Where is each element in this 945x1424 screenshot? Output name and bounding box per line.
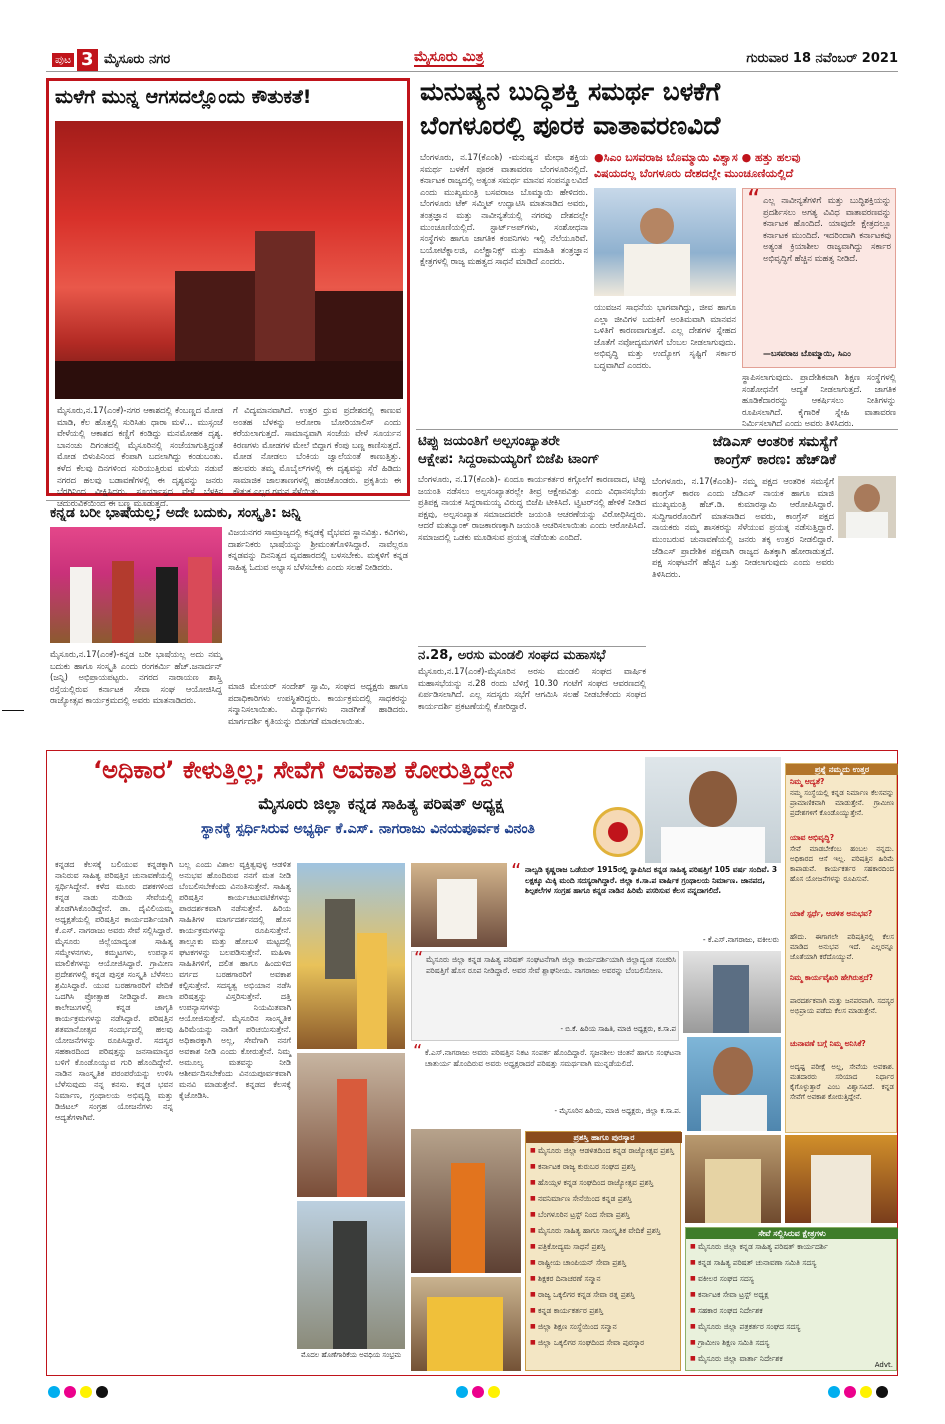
award-item-text: ಮೈಸೂರು ಜಿಲ್ಲಾ ಆಡಳಿತದಿಂದ ಕನ್ನಡ ರಾಜ್ಯೋತ್ಸವ ಪ್ರಶಸ್ತಿ [538,1146,675,1155]
cm-headline-line2: ಬೆಂಗಳೂರಲ್ಲಿ ಪೂರಕ ವಾತಾವರಣವಿದೆ [420,111,721,140]
endorsement-1 [411,948,679,1041]
cm-headline-line1: ಮನುಷ್ಯನ ಬುದ್ಧಿಶಕ್ತಿ ಸಮರ್ಥ ಬಳಕೆಗೆ [420,77,721,106]
position-item [690,1274,896,1284]
jds-story [652,434,898,746]
bullet-icon: ■ [690,1339,696,1346]
award-item [530,1290,680,1300]
sky-headline: ಮಳೆಗೆ ಮುನ್ನ ಆಗಸದಲ್ಲೊಂದು ಕೌತುಕತೆ! [55,86,312,108]
positions-title: ಸೇವೆ ಸಲ್ಲಿಸಿರುವ ಕ್ಷೇತ್ರಗಳು [686,1228,898,1239]
position-item [690,1354,896,1364]
qa-title: ಪ್ರಶ್ನೆ ನಮ್ಮದು ಉತ್ತರ [786,764,898,775]
cm-subhead-2: ವಿಷಯದಲ್ಲ ಬೆಂಗಳೂರು ದೇಶದಲ್ಲೇ ಮುಂಚೂಣಿಯಲ್ಲಿದೆ [594,167,794,180]
award-item [530,1210,680,1220]
qa-q1: ನಿಮ್ಮ ಆದ್ಯತೆ? [790,777,825,786]
reg-magenta [64,1386,76,1398]
qa-q2: ಯಾವ ಅಭಿವೃದ್ಧಿ? [790,833,835,842]
position-item [690,1306,896,1316]
qa-q4: ನಿಮ್ಮ ಕಾರ್ಯವೈಖರಿ ಹೇಗಿರುತ್ತದೆ? [790,973,874,982]
award-item [530,1162,680,1172]
qa-a5: ಅದೃಷ್ಟ ಪರೀಕ್ಷೆ ಅಲ್ಲ, ಸೇವೆಯ ಅವಕಾಶ. ಮತದಾರರು ಸರಿಯಾದ ನಿರ್ಧಾರ ಕೈಗೊಳ್ಳುತ್ತಾರೆ ಎಂಬ ವಿಶ್ವಾಸವಿದೆ. ಕನ್ನಡ ಸೇವೆಗೆ ಅವಕಾಶ ಕೋರುತ್ತಿದ್ದೇನೆ. [790,1063,894,1101]
quote-mark-icon: “ [413,1041,423,1062]
sky-body-col1: ಮೈಸೂರು,ನ.17(ಎಂಕೆ)-ನಗರ ಆಕಾಶದಲ್ಲಿ ಕೆಂಬಣ್ಣದ ಮೋಡ ಮಾಡಿ, ಕೆಲ ಹೊತ್ತಲ್ಲಿ ಸುರಿಸಿತು ಧಾರಾ ಮಳೆ... ಮುಸ್ಸಂಜೆ ವೇಳೆಯಲ್ಲಿ ಆಕಾಶದ ಕಣ್ಣಿಗೆ ಕಂಡಿದ್ದು ಮನಮೋಹಕ ದೃಶ್ಯ. ಬಾನಂಚು ದಿಗಂತದಲ್ಲಿ ಮೈಸೂರಿನಲ್ಲಿ ಸಂಜೆಯಾಗುತ್ತಿದ್ದಂತೆ ಮೋಡ ಬಿಳುಪಿನಿಂದ ಕೆಂಪಾಗಿ ಬದಲಾಗಿದ್ದು ಕಂಡುಬಂತು. ಕಳೆದ ಕೆಲವು ದಿನಗಳಿಂದ ಸುರಿಯುತ್ತಿರುವ ಮಳೆಯ ನಡುವೆ ನಗರದ ಹಲವು ಬಡಾವಣೆಗಳಲ್ಲಿ ಈ ದೃಶ್ಯವನ್ನು ಜನರು ಬೆರಗಿನಿಂದ ವೀಕ್ಷಿಸಿದರು. ಸೂರ್ಯಾಸ್ತದ ವೇಳೆ ಬೆಳಕಿನ ಚದುರುವಿಕೆಯಿಂದ ಈ ಬಣ್ಣ ಮೂಡುತ್ತದೆ. [57,405,223,508]
candidate-portrait [645,757,781,867]
position-item-text: ಸಹಕಾರ ಸಂಘದ ನಿರ್ದೇಶಕ [698,1306,763,1315]
cm-body-mid: ಯುವಜನ ಸಾಧನೆಯ ಭಾಗವಾಗಿದ್ದು, ಜೀವ ಹಾಗೂ ಎಲ್ಲಾ ಜೀವಿಗಳ ಬದುಕಿಗೆ ಅಂತಿಮವಾಗಿ ಮಾನವನ ಒಳಿತಿಗೆ ಕಾರಣವಾಗುತ್ತವೆ. ಎಲ್ಲ ದೇಶಗಳ ಸ್ನೇಹದ ಜೊತೆಗೆ ನವೋದ್ಯಮಗಳಿಗೆ ಬೆಂಬಲ ನೀಡಲಾಗುವುದು. ಅಭಿವೃದ್ಧಿ ಮತ್ತು ಉದ್ಯೋಗ ಸೃಷ್ಟಿಗೆ ಸರ್ಕಾರ ಬದ್ಧವಾಗಿದೆ ಎಂದರು. [594,302,736,370]
reg-yellow [80,1386,92,1398]
bullet-icon: ■ [530,1275,536,1282]
cm-body-right: ಸ್ಥಾಪಿಸಲಾಗುವುದು. ಪ್ರಾದೇಶಿಕವಾಗಿ ಶಿಕ್ಷಣ ಸಂಸ್ಥೆಗಳಲ್ಲಿ ಸಂಶೋಧನೆಗೆ ಆದ್ಯತೆ ನೀಡಲಾಗುತ್ತದೆ. ಜಾಗತಿಕ ಹೂಡಿಕೆದಾರರನ್ನು ಆಕರ್ಷಿಸಲು ನೀತಿಗಳನ್ನು ರೂಪಿಸಲಾಗಿದೆ. ಕೈಗಾರಿಕೆ ಸ್ನೇಹಿ ವಾತಾವರಣ ನಿರ್ಮಿಸಲಾಗಿದೆ ಎಂದು ಅವರು ತಿಳಿಸಿದರು. [742,372,896,429]
ad-body-col2: ಬಲ್ಲ ಎಂದು ವಿಶಾಲ ವ್ಯಕ್ತಿತ್ವವುಳ್ಳ ಆಡಳಿತ ಅನುಭವ ಹೊಂದಿರುವ ನನಗೆ ಮತ ನೀಡಿ ಬೆಂಬಲಿಸಬೇಕೆಂದು ವಿನಂತಿಸುತ್ತೇನೆ. ಸಾಹಿತ್ಯ ಪರಿಷತ್ತಿನ ಕಾರ್ಯಚಟುವಟಿಕೆಗಳನ್ನು ಪಾರದರ್ಶಕವಾಗಿ ನಡೆಸುತ್ತೇನೆ. ಹಿರಿಯ ಸಾಹಿತಿಗಳ ಮಾರ್ಗದರ್ಶನದಲ್ಲಿ ಹೊಸ ಕಾರ್ಯಕ್ರಮಗಳನ್ನು ರೂಪಿಸುತ್ತೇನೆ. ತಾಲ್ಲೂಕು ಮತ್ತು ಹೋಬಳಿ ಮಟ್ಟದಲ್ಲಿ ಘಟಕಗಳನ್ನು ಬಲಪಡಿಸುತ್ತೇನೆ. ಮಹಿಳಾ ಸಾಹಿತಿಗಳಿಗೆ, ದಲಿತ ಹಾಗೂ ಹಿಂದುಳಿದ ವರ್ಗದ ಬರಹಗಾರರಿಗೆ ಅವಕಾಶ ಕಲ್ಪಿಸುತ್ತೇನೆ. ಸದಸ್ಯತ್ವ ಅಭಿಯಾನ ನಡೆಸಿ ಪರಿಷತ್ತನ್ನು ವಿಸ್ತರಿಸುತ್ತೇನೆ. ದತ್ತಿ ಉಪನ್ಯಾಸಗಳನ್ನು ನಿಯಮಿತವಾಗಿ ಆಯೋಜಿಸುತ್ತೇನೆ. ಮೈಸೂರಿನ ಸಾಂಸ್ಕೃತಿಕ ಹಿರಿಮೆಯನ್ನು ನಾಡಿಗೆ ಪರಿಚಯಿಸುತ್ತೇನೆ. ಅಧಿಕಾರಕ್ಕಾಗಿ ಅಲ್ಲ, ಸೇವೆಗಾಗಿ ನನಗೆ ಅವಕಾಶ ನೀಡಿ ಎಂದು ಕೋರುತ್ತೇನೆ. ನಿಮ್ಮ ಅಮೂಲ್ಯ ಮತವನ್ನು ನೀಡಿ ಆಶೀರ್ವದಿಸಬೇಕೆಂದು ವಿನಯಪೂರ್ವಕವಾಗಿ ಮನವಿ ಮಾಡುತ್ತೇನೆ. ಕನ್ನಡದ ಕೆಲಸಕ್ಕೆ ಕೈಜೋಡಿಸಿ. [179,860,291,1100]
hdk-photo [838,476,896,538]
award-item-text: ನವನಿರ್ಮಾಣ ಸೇನೆಯಿಂದ ಕನ್ನಡ ಪ್ರಶಸ್ತಿ [538,1194,632,1203]
award-item-text: ರಾಜ್ಯ ಒಕ್ಕಲಿಗರ ಕನ್ನಡ ಸೇವಾ ರತ್ನ ಪ್ರಶಸ್ತಿ [538,1290,635,1299]
award-item [530,1242,680,1252]
statue-ambedkar-photo [297,1201,405,1349]
kannada-body-3: ಮಾಜಿ ಮೇಯರ್ ಸಂದೇಶ್ ಸ್ವಾಮಿ, ಸಂಘದ ಅಧ್ಯಕ್ಷರು ಹಾಗೂ ಪದಾಧಿಕಾರಿಗಳು ಉಪಸ್ಥಿತರಿದ್ದರು. ಕಾರ್ಯಕ್ರಮದಲ್ಲಿ ಸಾಧಕರನ್ನು ಸನ್ಮಾನಿಸಲಾಯಿತು. ವಿದ್ಯಾರ್ಥಿಗಳು ನಾಡಗೀತೆ ಹಾಡಿದರು. ಮಾರ್ಗದರ್ಶಿ ಕೃತಿಯನ್ನು ಬಿಡುಗಡೆ ಮಾಡಲಾಯಿತು. [228,681,408,726]
position-item [690,1290,896,1300]
kannada-headline: ಕನ್ನಡ ಬರೀ ಭಾಷೆಯಲ್ಲ; ಅದೇ ಬದುಕು, ಸಂಸ್ಕೃತಿ: ಜನ್ನಿ [50,505,301,521]
jds-body: ಬೆಂಗಳೂರು, ನ.17(ಕೆಎಂಶಿ)- ನಮ್ಮ ಪಕ್ಷದ ಆಂತರಿಕ ಸಮಸ್ಯೆಗೆ ಕಾಂಗ್ರೆಸ್ ಕಾರಣ ಎಂದು ಜೆಡಿಎಸ್ ನಾಯಕ ಹಾಗೂ ಮಾಜಿ ಮುಖ್ಯಮಂತ್ರಿ ಹೆಚ್.ಡಿ. ಕುಮಾರಸ್ವಾಮಿ ಆರೋಪಿಸಿದ್ದಾರೆ. ಸುದ್ದಿಗಾರರೊಂದಿಗೆ ಮಾತನಾಡಿದ ಅವರು, ಕಾಂಗ್ರೆಸ್ ಪಕ್ಷದ ನಾಯಕರು ನಮ್ಮ ಶಾಸಕರನ್ನು ಸೆಳೆಯುವ ಪ್ರಯತ್ನ ನಡೆಸುತ್ತಿದ್ದಾರೆ. ಮುಂಬರುವ ಚುನಾವಣೆಯಲ್ಲಿ ಜನರು ತಕ್ಕ ಉತ್ತರ ನೀಡಲಿದ್ದಾರೆ. ಜೆಡಿಎಸ್ ಪ್ರಾದೇಶಿಕ ಪಕ್ಷವಾಗಿ ರಾಜ್ಯದ ಹಿತಕ್ಕಾಗಿ ಹೋರಾಡುತ್ತದೆ. ಪಕ್ಷ ಸಂಘಟನೆಗೆ ಹೆಚ್ಚಿನ ಒತ್ತು ನೀಡಲಾಗುವುದು ಎಂದು ಅವರು ತಿಳಿಸಿದರು. [652,476,834,579]
tippu-headline-2: ಆಕ್ಷೇಪ: ಸಿದ್ದರಾಮಯ್ಯರಿಗೆ ಬಿಜೆಪಿ ಟಾಂಗ್ [418,451,600,467]
position-item-text: ಮೈಸೂರು ಜಿಲ್ಲಾ ಕನ್ನಡ ಸಾಹಿತ್ಯ ಪರಿಷತ್ ಕಾರ್ಯದರ್ಶಿ [698,1242,828,1251]
tippu-story [416,434,646,746]
bullet-icon: ■ [690,1259,696,1266]
issue-date: ಗುರುವಾರ 18 ನವೆಂಬರ್ 2021 [746,51,898,66]
cm-quote-author: —ಬಸವರಾಜ ಬೊಮ್ಮಾಯಿ, ಸಿಎಂ [763,349,851,358]
position-item-text: ವಕೀಲರ ಸಂಘದ ಸದಸ್ಯ [698,1274,754,1283]
bullet-icon: ■ [530,1147,536,1154]
award-item [530,1226,680,1236]
position-item-text: ಮೈಸೂರು ಜಿಲ್ಲಾ ಪತ್ರಕರ್ತರ ಸಂಘದ ಸದಸ್ಯ [698,1322,801,1331]
kannada-story [46,500,410,746]
section-name: ಮೈಸೂರು ನಗರ [104,52,171,67]
photo-caption: ಮೊದಲ ಹೊಣೆಗಾರಿಕೆಯ ಅವಧಿಯ ಸಂಭ್ರಮ [300,1351,401,1359]
endorsement-2-text: ಕೆ.ಎಸ್.ನಾಗರಾಜು ಅವರು ಪರಿಷತ್ತಿನ ನಿಕಟ ಸಂಪರ್ಕ ಹೊಂದಿದ್ದಾರೆ. ಸೃಜನಶೀಲ ಚಿಂತನೆ ಹಾಗೂ ಸಂಘಟನಾ ಚಾತುರ್ಯ ಹೊಂದಿರುವ ಅವರು ಅಧ್ಯಕ್ಷರಾದರೆ ಪರಿಷತ್ತು ಸಮರ್ಥವಾಗಿ ಮುನ್ನಡೆಯಲಿದೆ. [425,1048,681,1068]
jds-headline-1: ಜೆಡಿಎಸ್ ಆಂತರಿಕ ಸಮಸ್ಯೆಗೆ [712,434,838,450]
award-item-text: ಪತ್ರಿಕೋದ್ಯಮ ಸಾಧನೆ ಪ್ರಶಸ್ತಿ [538,1242,606,1251]
award-item [530,1322,680,1332]
paper-logo: ಮೈಸೂರು ಮಿತ್ರ [414,49,484,65]
jds-headline-2: ಕಾಂಗ್ರೆಸ್ ಕಾರಣ: ಹೆಚ್‌ಡಿಕೆ [713,452,837,468]
cm-subhead-1: ●ಸಿಎಂ ಬಸವರಾಜ ಬೊಮ್ಮಾಯಿ ವಿಶ್ವಾಸ ● ಹತ್ತು ಹಲವು [594,151,801,164]
position-item [690,1242,896,1252]
candidate-quote-box [511,859,781,947]
quote-mark-icon: “ [747,185,761,215]
position-item-text: ಮೈಸೂರು ಜಿಲ್ಲಾ ವಾರ್ತಾ ನಿರ್ದೇಶಕ [698,1354,783,1363]
position-item-text: ಗ್ರಾಮೀಣ ಶಿಕ್ಷಣ ಸಮಿತಿ ಸದಸ್ಯ [698,1338,770,1347]
qa-a3: ಹೌದು. ಈಗಾಗಲೇ ಪರಿಷತ್ತಿನಲ್ಲಿ ಕೆಲಸ ಮಾಡಿದ ಅನುಭವ ಇದೆ. ಎಲ್ಲರನ್ನೂ ಜೊತೆಯಾಗಿ ಕರೆದೊಯ್ಯುವೆ. [790,933,894,961]
sky-body-col2: ಗೆ ವಿದ್ಯಮಾನವಾಗಿದೆ. ಉತ್ತರ ಧ್ರುವ ಪ್ರದೇಶದಲ್ಲಿ ಕಾಣುವ ಅಂತಹ ಬೆಳಕನ್ನು ಅರೋರಾ ಬೋರಿಯಾಲಿಸ್ ಎಂದು ಕರೆಯಲಾಗುತ್ತದೆ. ಸಾಮಾನ್ಯವಾಗಿ ಸಂಜೆಯ ವೇಳೆ ಸೂರ್ಯನ ಕಿರಣಗಳು ಮೋಡಗಳ ಮೇಲೆ ಬಿದ್ದಾಗ ಕೆಂಪು ಬಣ್ಣ ಕಾಣಿಸುತ್ತದೆ. ಮೋಡ ನೋಡಲು ಬೆಂಕಿಯ ಜ್ವಾಲೆಯಂತೆ ಕಾಣುತ್ತಿತ್ತು. ಹಲವರು ತಮ್ಮ ಮೊಬೈಲ್‌ಗಳಲ್ಲಿ ಈ ದೃಶ್ಯವನ್ನು ಸೆರೆ ಹಿಡಿದು ಸಾಮಾಜಿಕ ಜಾಲತಾಣಗಳಲ್ಲಿ ಹಂಚಿಕೊಂಡರು. ಪ್ರಕೃತಿಯ ಈ ಕೌತುಕ ಎಲ್ಲರ ಗಮನ ಸೆಳೆಯಿತು. [233,405,401,497]
cm-body-intro: ಬೆಂಗಳೂರು, ನ.17(ಕೆಎಂಶಿ) -ಮನುಷ್ಯನ ಮೇಧಾ ಶಕ್ತಿಯ ಸಮರ್ಥ ಬಳಕೆಗೆ ಪೂರಕ ವಾತಾವರಣ ಬೆಂಗಳೂರಿನಲ್ಲಿದೆ. ಕರ್ನಾಟಕ ರಾಜ್ಯದಲ್ಲಿ ಅತ್ಯಂತ ಸಮರ್ಥ ಮಾನವ ಸಂಪನ್ಮೂಲವಿದೆ ಎಂದು ಮುಖ್ಯಮಂತ್ರಿ ಬಸವರಾಜ ಬೊಮ್ಮಾಯಿ ಹೇಳಿದರು. ಬೆಂಗಳೂರು ಟೆಕ್ ಸಮ್ಮಿಟ್ ಉದ್ಘಾಟಿಸಿ ಮಾತನಾಡಿದ ಅವರು, ತಂತ್ರಜ್ಞಾನ ಮತ್ತು ನಾವೀನ್ಯತೆಯಲ್ಲಿ ನಗರವು ದೇಶದಲ್ಲೇ ಮುಂಚೂಣಿಯಲ್ಲಿದೆ. ಸ್ಟಾರ್ಟ್‌ಅಪ್‌ಗಳು, ಸಂಶೋಧನಾ ಸಂಸ್ಥೆಗಳು ಹಾಗೂ ಜಾಗತಿಕ ಕಂಪನಿಗಳು ಇಲ್ಲಿ ನೆಲೆಯೂರಿವೆ. ಬಯೋಟೆಕ್ನಾಲಜಿ, ಎಲೆಕ್ಟ್ರಾನಿಕ್ಸ್ ಮತ್ತು ಮಾಹಿತಿ ತಂತ್ರಜ್ಞಾನ ಕ್ಷೇತ್ರಗಳಲ್ಲಿ ರಾಜ್ಯ ಮಹತ್ವದ ಸಾಧನೆ ಮಾಡಿದೆ ಎಂದರು. [420,152,588,267]
reg-cyan [48,1386,60,1398]
award-item-text: ಶಿಕ್ಷಕರ ದಿನಾಚರಣೆ ಸನ್ಮಾನ [538,1274,601,1283]
advt-label: Advt. [874,1361,893,1369]
bullet-icon: ■ [530,1243,536,1250]
bullet-icon: ■ [530,1227,536,1234]
group-with-swamiji-photo [411,1129,521,1273]
bullet-icon: ■ [530,1211,536,1218]
qa-q5: ಚುನಾವಣೆ ಬಗ್ಗೆ ನಿಮ್ಮ ಅನಿಸಿಕೆ? [790,1039,866,1048]
ad-subhead-2: ಸ್ಥಾನಕ್ಕೆ ಸ್ಪರ್ಧಿಸಿರುವ ಅಭ್ಯರ್ಥಿ ಕೆ.ಎಸ್. ನಾಗರಾಜು ವಿನಯಪೂರ್ವಕ ವಿನಂತಿ [201,821,535,837]
bullet-icon: ■ [530,1259,536,1266]
statue-tribute-photo [297,1053,405,1197]
endorsement-1-author: - ಬಿ.ಕೆ. ಹಿರಿಯ ಸಾಹಿತಿ, ಮಾಜಿ ಅಧ್ಯಕ್ಷರು, ಕ.ಸಾ.ಪ [560,1025,676,1033]
kannada-body-1: ಮೈಸೂರು,ನ.17(ಎಂಕೆ)-ಕನ್ನಡ ಬರೀ ಭಾಷೆಯಲ್ಲ ಅದು ನಮ್ಮ ಬದುಕು ಹಾಗೂ ಸಂಸ್ಕೃತಿ ಎಂದು ರಂಗಕರ್ಮಿ ಹೆಚ್.ಜನಾರ್ದನ್ (ಜನ್ನಿ) ಅಭಿಪ್ರಾಯಪಟ್ಟರು. ನಗರದ ನಾರಾಯಣ ಶಾಸ್ತ್ರಿ ರಸ್ತೆಯಲ್ಲಿರುವ ಕರ್ನಾಟಕ ಸೇವಾ ಸಂಘ ಆಯೋಜಿಸಿದ್ದ ರಾಜ್ಯೋತ್ಸವ ಕಾರ್ಯಕ್ರಮದಲ್ಲಿ ಅವರು ಮಾತನಾಡಿದರು. [50,649,222,706]
margin-mark [2,710,24,711]
awards-title: ಪ್ರಶಸ್ತಿ ಹಾಗೂ ಪುರಸ್ಕಾರ [526,1132,682,1143]
award-item-text: ಜಿಲ್ಲಾ ಶಿಕ್ಷಣ ಸಂಸ್ಥೆಯಿಂದ ಸನ್ಮಾನ [538,1322,617,1331]
award-item-text: ಮೈಸೂರು ಸಾಹಿತ್ಯ ಹಾಗೂ ಸಾಂಸ್ಕೃತಿಕ ವೇದಿಕೆ ಪ್ರಶಸ್ತಿ [538,1226,661,1235]
color-registration-bar [46,1386,898,1400]
award-item [530,1194,680,1204]
qa-a2: ಸೇವೆ ಮಾಡಬೇಕೆಂಬ ಹಂಬಲ ನನ್ನದು. ಅಧಿಕಾರದ ಆಸೆ ಇಲ್ಲ. ಪರಿಷತ್ತಿನ ಹಿರಿಮೆ ಕಾಪಾಡುವೆ. ಕಾರ್ಯಕರ್ತರ ಸಹಕಾರದಿಂದ ಹೊಸ ಯೋಜನೆಗಳನ್ನು ರೂಪಿಸುವೆ. [790,845,894,883]
award-item-text: ಕನ್ನಡ ಕಾರ್ಯಕರ್ತರ ಪ್ರಶಸ್ತಿ [538,1306,604,1315]
bullet-icon: ■ [690,1323,696,1330]
award-ceremony-photo [685,1135,781,1223]
election-advertisement [46,750,898,1376]
award-item-text: ಜಿಲ್ಲಾ ಒಕ್ಕಲಿಗರ ಸಂಘದಿಂದ ಸೇವಾ ಪುರಸ್ಕಾರ [538,1338,645,1347]
arasu-body: ಮೈಸೂರು,ನ.17(ಎಂಕೆ)-ಮೈಸೂರಿನ ಅರಸು ಮಂಡಲಿ ಸಂಘದ ವಾರ್ಷಿಕ ಮಹಾಸಭೆಯನ್ನು ನ.28 ರಂದು ಬೆಳಿಗ್ಗೆ 10.30 ಗಂಟೆಗೆ ಸಂಘದ ಆವರಣದಲ್ಲಿ ಏರ್ಪಡಿಸಲಾಗಿದೆ. ಎಲ್ಲ ಸದಸ್ಯರು ಸಭೆಗೆ ಆಗಮಿಸಿ ಸಲಹೆ ನೀಡಬೇಕೆಂದು ಸಂಘದ ಕಾರ್ಯದರ್ಶಿ ಪ್ರಕಟಣೆಯಲ್ಲಿ ಕೋರಿದ್ದಾರೆ. [418,666,646,711]
bullet-icon: ■ [530,1307,536,1314]
road [55,361,403,399]
award-item [530,1274,680,1284]
elder-portrait [687,1037,781,1131]
endorsement-2 [411,1041,683,1125]
award-item [530,1146,680,1156]
award-item [530,1306,680,1316]
award-ceremony-photo-2 [785,1135,897,1223]
qa-panel [785,763,897,1133]
bullet-icon: ■ [690,1355,696,1362]
ad-body-col1: ಕನ್ನಡದ ಕೆಲಸಕ್ಕೆ ಬಲಿಯುವ ಕನ್ನಡಕ್ಕಾಗಿ ನಾನಿರುವ ಸಾಹಿತ್ಯ ಪರಿಷತ್ತಿನ ಚುನಾವಣೆಯಲ್ಲಿ ಸ್ಪರ್ಧಿಸಿದ್ದೇನೆ. ಕಳೆದ ಮೂರು ದಶಕಗಳಿಂದ ಕನ್ನಡ ನಾಡು ನುಡಿಯ ಸೇವೆಯಲ್ಲಿ ತೊಡಗಿಸಿಕೊಂಡಿದ್ದೇನೆ. ಡಾ. ದೈವಿಲಿಯಮ್ಮ ಅಧ್ಯಕ್ಷತೆಯಲ್ಲಿ ಪರಿಷತ್ತಿನ ಕಾರ್ಯದರ್ಶಿಯಾಗಿ ಕೆ.ಎಸ್. ನಾಗರಾಜು ಅವರು ಸೇವೆ ಸಲ್ಲಿಸಿದ್ದಾರೆ. ಮೈಸೂರು ಜಿಲ್ಲೆಯಾದ್ಯಂತ ಸಾಹಿತ್ಯ ಸಮ್ಮೇಳನಗಳು, ಕಮ್ಮಟಗಳು, ಉಪನ್ಯಾಸ ಮಾಲಿಕೆಗಳನ್ನು ಆಯೋಜಿಸಿದ್ದಾರೆ. ಗ್ರಾಮೀಣ ಪ್ರದೇಶಗಳಲ್ಲಿ ಕನ್ನಡ ಪುಸ್ತಕ ಸಂಸ್ಕೃತಿ ಬೆಳೆಸಲು ಶ್ರಮಿಸಿದ್ದಾರೆ. ಯುವ ಬರಹಗಾರರಿಗೆ ವೇದಿಕೆ ಒದಗಿಸಿ ಪ್ರೋತ್ಸಾಹ ನೀಡಿದ್ದಾರೆ. ಶಾಲಾ ಕಾಲೇಜುಗಳಲ್ಲಿ ಕನ್ನಡ ಜಾಗೃತಿ ಕಾರ್ಯಕ್ರಮಗಳನ್ನು ನಡೆಸಿದ್ದಾರೆ. ಪರಿಷತ್ತಿನ ಶತಮಾನೋತ್ಸವ ಸಂದರ್ಭದಲ್ಲಿ ಹಲವು ಯೋಜನೆಗಳನ್ನು ರೂಪಿಸಿದ್ದಾರೆ. ಸದಸ್ಯರ ಸಹಕಾರದಿಂದ ಪರಿಷತ್ತನ್ನು ಜನಸಾಮಾನ್ಯರ ಬಳಿಗೆ ಕೊಂಡೊಯ್ಯುವ ಗುರಿ ಹೊಂದಿದ್ದೇನೆ. ನಾಡಿನ ಸಾಂಸ್ಕೃತಿಕ ಪರಂಪರೆಯನ್ನು ಉಳಿಸಿ ಬೆಳೆಸುವುದು ನನ್ನ ಕನಸು. ಕನ್ನಡ ಭವನ ನಿರ್ಮಾಣ, ಗ್ರಂಥಾಲಯ ಅಭಿವೃದ್ಧಿ ಮತ್ತು ಡಿಜಿಟಲ್ ಸಂಗ್ರಹ ಯೋಜನೆಗಳು ನನ್ನ ಆದ್ಯತೆಗಳಾಗಿವೆ. [55,860,173,1122]
page-number: 3 [77,49,98,71]
cm-photo [594,188,736,296]
award-item-text: ಬೆಂಗಳೂರಿನ ಟ್ರಸ್ಟ್ ನಿಂದ ಸೇವಾ ಪ್ರಶಸ್ತಿ [538,1210,630,1219]
award-item [530,1178,680,1188]
award-item-text: ಕರ್ನಾಟಕ ರಾಜ್ಯ ಕುರುಬರ ಸಂಘದ ಪ್ರಶಸ್ತಿ [538,1162,636,1171]
speech-photo [683,951,781,1033]
bullet-icon: ■ [530,1163,536,1170]
position-item-text: ಕರ್ನಾಟಕ ಸೇವಾ ಟ್ರಸ್ಟ್ ಅಧ್ಯಕ್ಷ [698,1290,769,1299]
bullet-icon: ■ [690,1307,696,1314]
lamp-lighting-photo [50,527,222,643]
award-item-text: ಹೊಯ್ಸಳ ಕನ್ನಡ ಸಂಘದಿಂದ ರಾಜ್ಯೋತ್ಸವ ಪ್ರಶಸ್ತಿ [538,1178,654,1187]
candidate-quote-author: - ಕೆ.ಎಸ್.ನಾಗರಾಜು, ವಕೀಲರು [702,935,779,944]
kasapa-logo [593,807,643,857]
arasu-headline: ನ.28, ಅರಸು ಮಂಡಲಿ ಸಂಘದ ಮಹಾಸಭೆ [418,646,646,664]
award-item [530,1258,680,1268]
sky-story [46,78,410,508]
statue-garland-photo [297,863,405,1049]
bullet-icon: ■ [690,1243,696,1250]
position-item [690,1338,896,1348]
quote-mark-icon: “ [511,859,522,883]
tippu-headline-1: ಟಿಪ್ಪು ಜಯಂತಿಗೆ ಅಲ್ಪಸಂಖ್ಯಾತರೇ [418,433,560,449]
bullet-icon: ■ [530,1339,536,1346]
tippu-body: ಬೆಂಗಳೂರು, ನ.17(ಕೆಎಂಶಿ)- ಏಂದೂ ಕಾರ್ಯಕರ್ತರ ಕಗ್ಗೊಲೆಗೆ ಕಾರಣವಾದ, ಟಿಪ್ಪು ಜಯಂತಿ ನಡೆಸಲು ಅಲ್ಪಸಂಖ್ಯಾತರಲ್ಲೇ ತೀವ್ರ ಆಕ್ಷೇಪವಿತ್ತು ಎಂದು ವಿಧಾನಸಭೆಯ ಪ್ರತಿಪಕ್ಷ ನಾಯಕ ಸಿದ್ದರಾಮಯ್ಯ ವಿರುದ್ಧ ಬಿಜೆಪಿ ಟೀಕಿಸಿದೆ. ಟ್ವಿಟರ್‌ನಲ್ಲಿ ಹೇಳಿಕೆ ನೀಡಿದ ಪಕ್ಷವು, ಅಲ್ಪಸಂಖ್ಯಾತ ಸಮಾಜದವರೇ ಜಯಂತಿ ಆಚರಣೆಯನ್ನು ವಿರೋಧಿಸಿದ್ದರು. ಆದರೆ ಮತಬ್ಯಾಂಕ್ ರಾಜಕಾರಣಕ್ಕಾಗಿ ಜಯಂತಿ ಆಚರಿಸಲಾಯಿತು ಎಂದು ಆರೋಪಿಸಿದೆ. ಸಮಾಜದಲ್ಲಿ ಒಡಕು ಮೂಡಿಸುವ ಪ್ರಯತ್ನ ನಡೆಯಿತು ಎಂದಿದೆ. [418,474,646,542]
masthead [46,48,898,72]
endorsement-1-text: ಮೈಸೂರು ಜಿಲ್ಲಾ ಕನ್ನಡ ಸಾಹಿತ್ಯ ಪರಿಷತ್ ಸಂಘಟನೆಗಾಗಿ ಜಿಲ್ಲಾ ಕಾರ್ಯದರ್ಶಿಯಾಗಿ ಜಿಲ್ಲಾದ್ಯಂತ ಸಂಚರಿಸಿ ಪರಿಷತ್ತಿಗೆ ಹೊಸ ರೂಪ ನೀಡಿದ್ದಾರೆ. ಅವರ ಸೇವೆ ಶ್ಲಾಘನೀಯ. ನಾಗರಾಜು ಅವರನ್ನು ಬೆಂಬಲಿಸೋಣ. [426,955,676,975]
awards-list [530,1146,680,1370]
reg-black [96,1386,108,1398]
candidate-quote-text: ನಾಲ್ವಡಿ ಕೃಷ್ಣರಾಜ ಒಡೆಯರ್ 1915ರಲ್ಲಿ ಸ್ಥಾಪಿಸಿದ ಕನ್ನಡ ಸಾಹಿತ್ಯ ಪರಿಷತ್ತಿಗೆ 105 ವರ್ಷ ಸಂದಿವೆ. 3 ಲಕ್ಷಕ್ಕೂ ಮಿಕ್ಕಿ ಮಂದಿ ಸದಸ್ಯರಾಗಿದ್ದಾರೆ. ಜಿಲ್ಲಾ ಕ.ಸಾ.ಪ ವಾರ್ಷಿಕ ಗ್ರಂಥಾಲಯ ನಿರ್ಮಾಣ. ಜಾನಪದ, ಶಿಲ್ಪಕಲೆಗಳ ಸಂಗ್ರಹ ಹಾಗೂ ಕನ್ನಡ ನಾಡಿನ ಹಿರಿಮೆ ಪಸರಿಸುವ ಕೆಲಸ ನನ್ನದಾಗಲಿದೆ. [525,865,778,895]
awards-panel [525,1131,681,1371]
qa-a4: ಪಾರದರ್ಶಕವಾಗಿ ಮತ್ತು ಜನಪರವಾಗಿ. ಸದಸ್ಯರ ಅಭಿಪ್ರಾಯ ಪಡೆದು ಕೆಲಸ ಮಾಡುತ್ತೇನೆ. [790,997,894,1015]
quote-mark-icon: “ [414,948,424,969]
award-item-text: ರಾಷ್ಟ್ರೀಯ ಚಾಂಪಿಯನ್ ಸೇವಾ ಪ್ರಶಸ್ತಿ [538,1258,627,1267]
cm-story [416,78,898,430]
ad-subhead-1: ಮೈಸೂರು ಜಿಲ್ಲಾ ಕನ್ನಡ ಸಾಹಿತ್ಯ ಪರಿಷತ್ ಅಧ್ಯಕ್ಷ [258,794,504,813]
position-item [690,1258,896,1268]
position-item-text: ಕನ್ನಡ ಸಾಹಿತ್ಯ ಪರಿಷತ್ ಚುನಾವಣಾ ಸಮಿತಿ ಸದಸ್ಯ [698,1258,817,1267]
felicitation-photo [411,863,507,947]
cm-quote-text: ಎಲ್ಲ ನಾವೀನ್ಯತೆಗಳಿಗೆ ಮತ್ತು ಬುದ್ಧಿಶಕ್ತಿಯನ್ನು ಪ್ರದರ್ಶಿಸಲು ಅಗತ್ಯ ವಿವಿಧ ವಾತಾವರಣವನ್ನು ಕರ್ನಾಟಕ ಹೊಂದಿದೆ. ಯಾವುದೇ ಕ್ಷೇತ್ರದಲ್ಲೂ ಕರ್ನಾಟಕ ಮುಂದಿದೆ. ಇದರಿಂದಾಗಿ ಕರ್ನಾಟಕವು ಅತ್ಯಂತ ಕ್ರಿಯಾಶೀಲ ರಾಜ್ಯವಾಗಿದ್ದು ಸರ್ಕಾರ ಅಭಿವೃದ್ಧಿಗೆ ಹೆಚ್ಚಿನ ಮಹತ್ವ ನೀಡಿದೆ. [763,195,891,263]
cm-quote-box [742,185,896,368]
positions-panel [685,1227,897,1371]
qa-q3: ಯಾಕೆ ಸ್ಪರ್ಧೆ, ಆಡಳಿತ ಅನುಭವ? [790,909,873,918]
red-sky-photo [55,121,403,399]
position-item [690,1322,896,1332]
bullet-icon: ■ [530,1195,536,1202]
bullet-icon: ■ [530,1179,536,1186]
bullet-icon: ■ [690,1275,696,1282]
endorsement-2-author: - ಮೈಸೂರಿನ ಹಿರಿಯ, ಮಾಜಿ ಅಧ್ಯಕ್ಷರು, ಜಿಲ್ಲಾ ಕ.ಸಾ.ಪ. [554,1107,681,1115]
kannada-body-2: ವಿಜಯನಗರ ಸಾಮ್ರಾಜ್ಯದಲ್ಲಿ ಕನ್ನಡಕ್ಕೆ ವೈಭವದ ಸ್ಥಾನವಿತ್ತು. ಕವಿಗಳು, ದಾರ್ಶನಿಕರು ಭಾಷೆಯನ್ನು ಶ್ರೀಮಂತಗೊಳಿಸಿದ್ದಾರೆ. ನಾವೆಲ್ಲರೂ ಕನ್ನಡವನ್ನು ದಿನನಿತ್ಯದ ವ್ಯವಹಾರದಲ್ಲಿ ಬಳಸಬೇಕು. ಮಕ್ಕಳಿಗೆ ಕನ್ನಡ ಸಾಹಿತ್ಯ ಓದುವ ಅಭ್ಯಾಸ ಬೆಳೆಸಬೇಕು ಎಂದು ಸಲಹೆ ನೀಡಿದರು. [228,527,408,572]
bullet-icon: ■ [530,1291,536,1298]
bullet-icon: ■ [690,1291,696,1298]
positions-list [690,1242,896,1362]
award-item [530,1338,680,1348]
ad-headline: ‘ಅಧಿಕಾರ’ ಕೇಳುತ್ತಿಲ್ಲ; ಸೇವೆಗೆ ಅವಕಾಶ ಕೋರುತ್ತಿದ್ದೇನೆ [93,756,514,784]
garland-group-photo [411,1277,521,1371]
qa-a1: ನಮ್ಮ ಸಂಸ್ಥೆಯಲ್ಲಿ ಕನ್ನಡ ನಿರ್ಮಾಣ ಕೆಲಸವನ್ನು ಪ್ರಾಮಾಣಿಕವಾಗಿ ಮಾಡುತ್ತೇನೆ. ಗ್ರಾಮೀಣ ಪ್ರದೇಶಗಳಿಗೆ ಕೊಂಡೊಯ್ಯುತ್ತೇನೆ. [790,789,894,817]
page-label: ಪುಟ [52,53,74,67]
bullet-icon: ■ [530,1323,536,1330]
